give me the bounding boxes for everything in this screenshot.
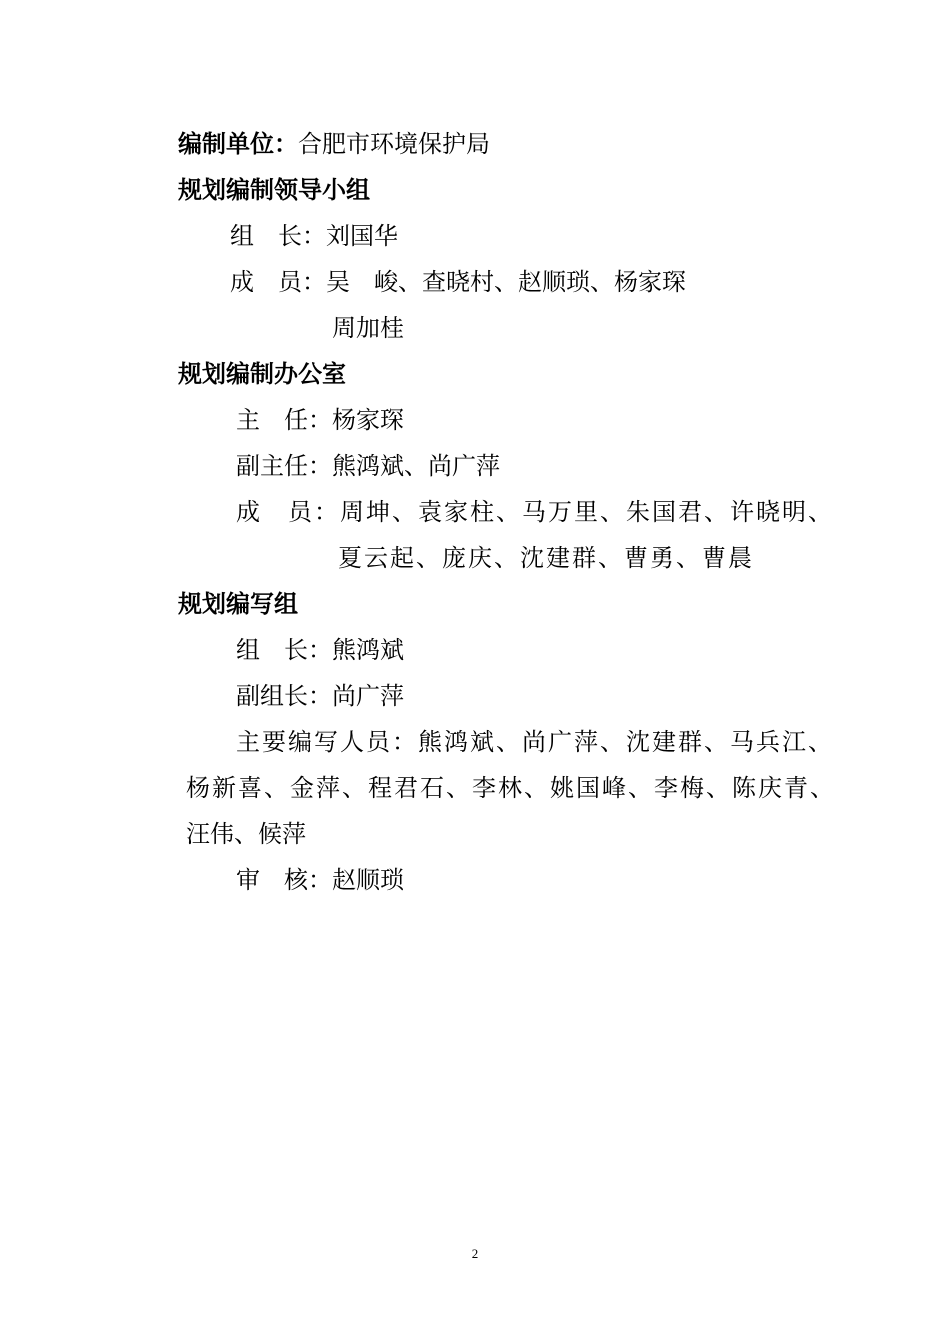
leadership-leader-label: 组 长： [230, 222, 326, 250]
office-members-label: 成 员： [236, 498, 340, 526]
leadership-members-label: 成 员： [230, 268, 326, 296]
office-members-line [236, 496, 834, 528]
office-director-line [236, 404, 404, 436]
writing-deputy-label: 副组长： [236, 682, 332, 710]
writing-leader-line [236, 634, 404, 666]
office-members-value: 周坤、袁家柱、马万里、朱国君、许晓明、 [340, 498, 834, 526]
office-director-value: 杨家琛 [332, 406, 404, 434]
reviewer-label: 审 核： [236, 866, 332, 894]
compiler-line [178, 128, 490, 160]
main-writers-line-3: 汪伟、候萍 [186, 820, 306, 848]
office-deputy-label: 副主任： [236, 452, 332, 480]
leadership-members-continuation: 周加桂 [332, 314, 404, 342]
leadership-leader-value: 刘国华 [326, 222, 398, 250]
leadership-members-line [230, 266, 686, 298]
page-number: 2 [471, 1246, 479, 1261]
office-deputy-value: 熊鸿斌、尚广萍 [332, 452, 500, 480]
main-writers-line-1: 主要编写人员：熊鸿斌、尚广萍、沈建群、马兵江、 [236, 728, 834, 756]
writing-leader-value: 熊鸿斌 [332, 636, 404, 664]
writing-deputy-line [236, 680, 404, 712]
writing-leader-label: 组 长： [236, 636, 332, 664]
main-writers-line-2: 杨新喜、金萍、程君石、李林、姚国峰、李梅、陈庆青、 [186, 774, 836, 802]
leadership-members-value: 吴 峻、查晓村、赵顺琐、杨家琛 [326, 268, 686, 296]
writing-deputy-value: 尚广萍 [332, 682, 404, 710]
leadership-leader-line [230, 220, 398, 252]
office-heading: 规划编制办公室 [178, 360, 346, 388]
writing-group-heading: 规划编写组 [178, 590, 298, 618]
compiler-value: 合肥市环境保护局 [298, 130, 490, 158]
leadership-group-heading: 规划编制领导小组 [178, 176, 370, 204]
compiler-label: 编制单位： [178, 130, 298, 158]
reviewer-line [236, 864, 404, 896]
office-director-label: 主 任： [236, 406, 332, 434]
office-members-continuation: 夏云起、庞庆、沈建群、曹勇、曹晨 [338, 544, 754, 572]
office-deputy-line [236, 450, 500, 482]
reviewer-value: 赵顺琐 [332, 866, 404, 894]
